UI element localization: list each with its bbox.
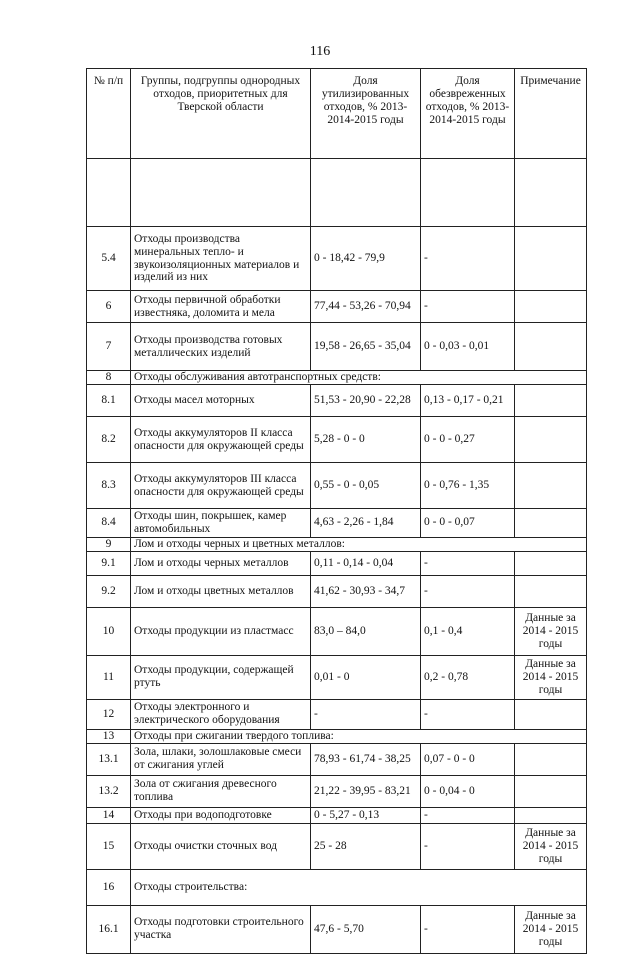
row-number: 13.2 bbox=[87, 775, 131, 807]
row-note bbox=[515, 509, 587, 538]
neutralized-share: 0 - 0,04 - 0 bbox=[421, 775, 515, 807]
section-row bbox=[87, 729, 587, 743]
row-number: 9.1 bbox=[87, 551, 131, 575]
waste-group-name: Отходы аккумуляторов III класса опасности для окружающей среды bbox=[131, 463, 311, 509]
row-note bbox=[515, 551, 587, 575]
neutralized-share bbox=[421, 159, 515, 227]
waste-group-name: Отходы продукции, содержащей ртуть bbox=[131, 655, 311, 699]
table-row bbox=[87, 607, 587, 655]
utilized-share: 19,58 - 26,65 - 35,04 bbox=[311, 323, 421, 371]
table-row bbox=[87, 743, 587, 775]
table-row bbox=[87, 807, 587, 823]
header-neutralized: Доля обезвреженных отходов, % 2013-2014-2015 годы bbox=[421, 69, 515, 159]
table-row bbox=[87, 509, 587, 538]
section-title: Лом и отходы черных и цветных металлов: bbox=[131, 537, 587, 551]
row-note: Данные за 2014 - 2015 годы bbox=[515, 655, 587, 699]
table-row bbox=[87, 655, 587, 699]
neutralized-share: - bbox=[421, 291, 515, 323]
row-note bbox=[515, 417, 587, 463]
row-note: Данные за 2014 - 2015 годы bbox=[515, 823, 587, 869]
waste-group-name: Отходы производства минеральных тепло- и звукоизоляционных материалов и изделий из них bbox=[131, 227, 311, 291]
table-row bbox=[87, 699, 587, 729]
utilized-share: 0,01 - 0 bbox=[311, 655, 421, 699]
row-number bbox=[87, 159, 131, 227]
neutralized-share: - bbox=[421, 823, 515, 869]
utilized-share: 4,63 - 2,26 - 1,84 bbox=[311, 509, 421, 538]
section-title: Отходы при сжигании твердого топлива: bbox=[131, 729, 587, 743]
table-row bbox=[87, 463, 587, 509]
row-note bbox=[515, 699, 587, 729]
waste-group-name bbox=[131, 159, 311, 227]
row-number: 7 bbox=[87, 323, 131, 371]
utilized-share: 47,6 - 5,70 bbox=[311, 905, 421, 953]
waste-group-name: Отходы подготовки строительного участка bbox=[131, 905, 311, 953]
utilized-share: 83,0 – 84,0 bbox=[311, 607, 421, 655]
utilized-share: 0,11 - 0,14 - 0,04 bbox=[311, 551, 421, 575]
utilized-share: 21,22 - 39,95 - 83,21 bbox=[311, 775, 421, 807]
neutralized-share: 0,1 - 0,4 bbox=[421, 607, 515, 655]
row-number: 8.1 bbox=[87, 385, 131, 417]
waste-group-name: Зола от сжигания древесного топлива bbox=[131, 775, 311, 807]
row-number: 5.4 bbox=[87, 227, 131, 291]
table-row bbox=[87, 227, 587, 291]
utilized-share: 41,62 - 30,93 - 34,7 bbox=[311, 575, 421, 607]
row-note bbox=[515, 743, 587, 775]
row-note bbox=[515, 575, 587, 607]
section-row bbox=[87, 371, 587, 385]
table-row bbox=[87, 823, 587, 869]
utilized-share: 5,28 - 0 - 0 bbox=[311, 417, 421, 463]
section-title: Отходы обслуживания автотранспортных средств: bbox=[131, 371, 587, 385]
neutralized-share: - bbox=[421, 227, 515, 291]
section-title: Отходы строительства: bbox=[131, 869, 587, 905]
row-note bbox=[515, 159, 587, 227]
row-number: 8.2 bbox=[87, 417, 131, 463]
utilized-share: - bbox=[311, 699, 421, 729]
table-row bbox=[87, 775, 587, 807]
utilized-share: 0,55 - 0 - 0,05 bbox=[311, 463, 421, 509]
row-number: 8 bbox=[87, 371, 131, 385]
table-row bbox=[87, 385, 587, 417]
neutralized-share: 0,2 - 0,78 bbox=[421, 655, 515, 699]
waste-group-name: Отходы производства готовых металлических изделий bbox=[131, 323, 311, 371]
table-header-row bbox=[87, 69, 587, 159]
row-note bbox=[515, 227, 587, 291]
section-row bbox=[87, 869, 587, 905]
waste-group-name: Лом и отходы цветных металлов bbox=[131, 575, 311, 607]
page-number: 116 bbox=[309, 44, 331, 59]
row-number: 11 bbox=[87, 655, 131, 699]
neutralized-share: - bbox=[421, 807, 515, 823]
row-number: 16 bbox=[87, 869, 131, 905]
row-number: 8.3 bbox=[87, 463, 131, 509]
row-number: 12 bbox=[87, 699, 131, 729]
row-note bbox=[515, 775, 587, 807]
waste-group-name: Отходы электронного и электрического оборудования bbox=[131, 699, 311, 729]
utilized-share: 25 - 28 bbox=[311, 823, 421, 869]
row-number: 13 bbox=[87, 729, 131, 743]
row-number: 9 bbox=[87, 537, 131, 551]
row-number: 6 bbox=[87, 291, 131, 323]
header-group: Группы, подгруппы однородных отходов, приоритетных для Тверской области bbox=[131, 69, 311, 159]
utilized-share: 51,53 - 20,90 - 22,28 bbox=[311, 385, 421, 417]
table-row bbox=[87, 159, 587, 227]
waste-group-name: Отходы продукции из пластмасс bbox=[131, 607, 311, 655]
waste-group-name: Отходы масел моторных bbox=[131, 385, 311, 417]
row-number: 16.1 bbox=[87, 905, 131, 953]
neutralized-share: - bbox=[421, 699, 515, 729]
waste-group-name: Отходы аккумуляторов II класса опасности для окружающей среды bbox=[131, 417, 311, 463]
row-number: 8.4 bbox=[87, 509, 131, 538]
utilized-share: 0 - 18,42 - 79,9 bbox=[311, 227, 421, 291]
utilized-share bbox=[311, 159, 421, 227]
waste-group-name: Отходы первичной обработки известняка, доломита и мела bbox=[131, 291, 311, 323]
row-note bbox=[515, 323, 587, 371]
row-number: 14 bbox=[87, 807, 131, 823]
table-row bbox=[87, 417, 587, 463]
waste-group-name: Зола, шлаки, золошлаковые смеси от сжигания углей bbox=[131, 743, 311, 775]
header-number: № п/п bbox=[87, 69, 131, 159]
neutralized-share: - bbox=[421, 905, 515, 953]
waste-group-name: Отходы шин, покрышек, камер автомобильных bbox=[131, 509, 311, 538]
waste-table bbox=[86, 68, 587, 954]
utilized-share: 0 - 5,27 - 0,13 bbox=[311, 807, 421, 823]
utilized-share: 78,93 - 61,74 - 38,25 bbox=[311, 743, 421, 775]
table-row bbox=[87, 551, 587, 575]
section-row bbox=[87, 537, 587, 551]
row-note bbox=[515, 807, 587, 823]
row-note bbox=[515, 291, 587, 323]
neutralized-share: 0,13 - 0,17 - 0,21 bbox=[421, 385, 515, 417]
row-number: 15 bbox=[87, 823, 131, 869]
neutralized-share: 0 - 0 - 0,07 bbox=[421, 509, 515, 538]
waste-group-name: Отходы при водоподготовке bbox=[131, 807, 311, 823]
row-number: 9.2 bbox=[87, 575, 131, 607]
table-row bbox=[87, 291, 587, 323]
header-utilized: Доля утилизированных отходов, % 2013-2014-2015 годы bbox=[311, 69, 421, 159]
neutralized-share: 0,07 - 0 - 0 bbox=[421, 743, 515, 775]
waste-group-name: Лом и отходы черных металлов bbox=[131, 551, 311, 575]
row-note: Данные за 2014 - 2015 годы bbox=[515, 905, 587, 953]
neutralized-share: 0 - 0 - 0,27 bbox=[421, 417, 515, 463]
table-row bbox=[87, 905, 587, 953]
row-note: Данные за 2014 - 2015 годы bbox=[515, 607, 587, 655]
header-note: Примечание bbox=[515, 69, 587, 159]
neutralized-share: - bbox=[421, 575, 515, 607]
row-note bbox=[515, 463, 587, 509]
row-number: 13.1 bbox=[87, 743, 131, 775]
table-row bbox=[87, 323, 587, 371]
neutralized-share: 0 - 0,76 - 1,35 bbox=[421, 463, 515, 509]
utilized-share: 77,44 - 53,26 - 70,94 bbox=[311, 291, 421, 323]
table-row bbox=[87, 575, 587, 607]
neutralized-share: 0 - 0,03 - 0,01 bbox=[421, 323, 515, 371]
row-note bbox=[515, 385, 587, 417]
table-body bbox=[87, 159, 587, 954]
row-number: 10 bbox=[87, 607, 131, 655]
waste-group-name: Отходы очистки сточных вод bbox=[131, 823, 311, 869]
neutralized-share: - bbox=[421, 551, 515, 575]
